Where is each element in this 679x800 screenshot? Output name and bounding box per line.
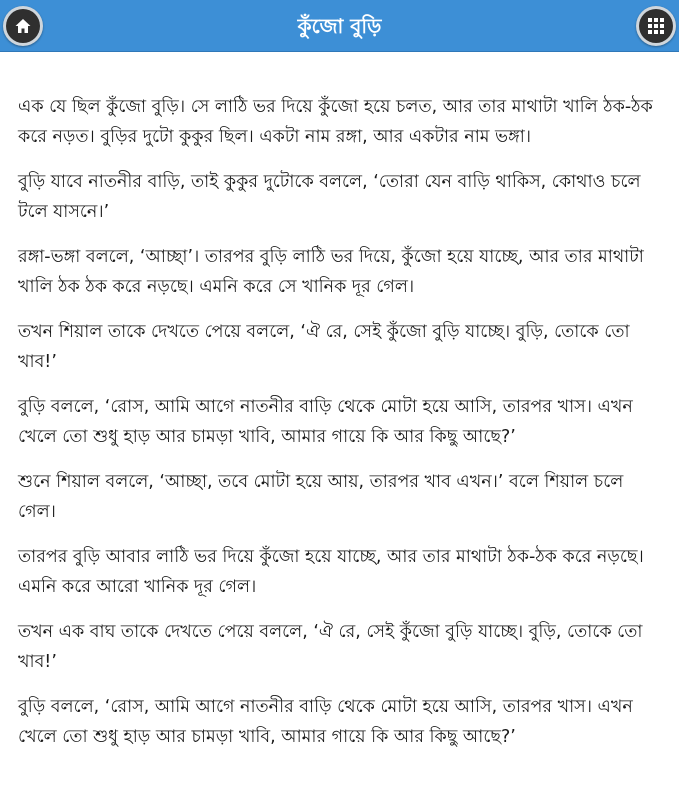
home-icon: [6, 9, 40, 43]
app-header: [0, 0, 679, 52]
grid-menu-button[interactable]: [636, 6, 676, 46]
story-paragraph: তারপর বুড়ি আবার লাঠি ভর দিয়ে কুঁজো হয়ে যাচ্ছে, আর তার মাথাটা ঠক-ঠক করে নড়ছে। এমনি করে আরো খানিক দূর গেল।: [18, 547, 644, 597]
story-paragraph: এক যে ছিল কুঁজো বুড়ি। সে লাঠি ভর দিয়ে কুঁজো হয়ে চলত, আর তার মাথাটা খালি ঠক-ঠক করে নড়ত। বুড়ির দুটো কুকুর ছিল। একটা নাম রঙ্গা, আর একটার নাম ভঙ্গা।: [18, 97, 653, 147]
story-paragraph: তখন শিয়াল তাকে দেখতে পেয়ে বললে, ‘ঐ রে, সেই কুঁজো বুড়ি যাচ্ছে। বুড়ি, তোকে তো খাব!’: [18, 322, 630, 372]
home-button[interactable]: [3, 6, 43, 46]
page-title: কুঁজো বুড়ি: [297, 14, 382, 38]
story-paragraph: বুড়ি বললে, ‘রোস, আমি আগে নাতনীর বাড়ি থেকে মোটা হয়ে আসি, তারপর খাস। এখন খেলে তো শুধু হাড় আর চামড়া খাবি, আমার গায়ে কি আর কিছু আছে?’: [18, 397, 633, 447]
story-content: [0, 52, 679, 752]
story-paragraph: তখন এক বাঘ তাকে দেখতে পেয়ে বললে, ‘ঐ রে, সেই কুঁজো বুড়ি যাচ্ছে। বুড়ি, তোকে তো খাব!’: [18, 622, 643, 672]
story-paragraph: শুনে শিয়াল বললে, ‘আচ্ছা, তবে মোটা হয়ে আয়, তারপর খাব এখন।’ বলে শিয়াল চলে গেল।: [18, 472, 624, 522]
grid-menu-icon: [639, 9, 673, 43]
story-paragraph: বুড়ি যাবে নাতনীর বাড়ি, তাই কুকুর দুটোকে বললে, ‘তোরা যেন বাড়ি থাকিস, কোথাও চলে টলে যাসনে।’: [18, 172, 641, 222]
story-paragraph: বুড়ি বললে, ‘রোস, আমি আগে নাতনীর বাড়ি থেকে মোটা হয়ে আসি, তারপর খাস। এখন খেলে তো শুধু হাড় আর চামড়া খাবি, আমার গায়ে কি আর কিছু আছে?’: [18, 697, 633, 747]
story-paragraph: রঙ্গা-ভঙ্গা বললে, ‘আচ্ছা’। তারপর বুড়ি লাঠি ভর দিয়ে, কুঁজো হয়ে যাচ্ছে, আর তার মাথাটা খালি ঠক ঠক করে নড়ছে। এমনি করে সে খানিক দূর গেল।: [18, 247, 644, 297]
